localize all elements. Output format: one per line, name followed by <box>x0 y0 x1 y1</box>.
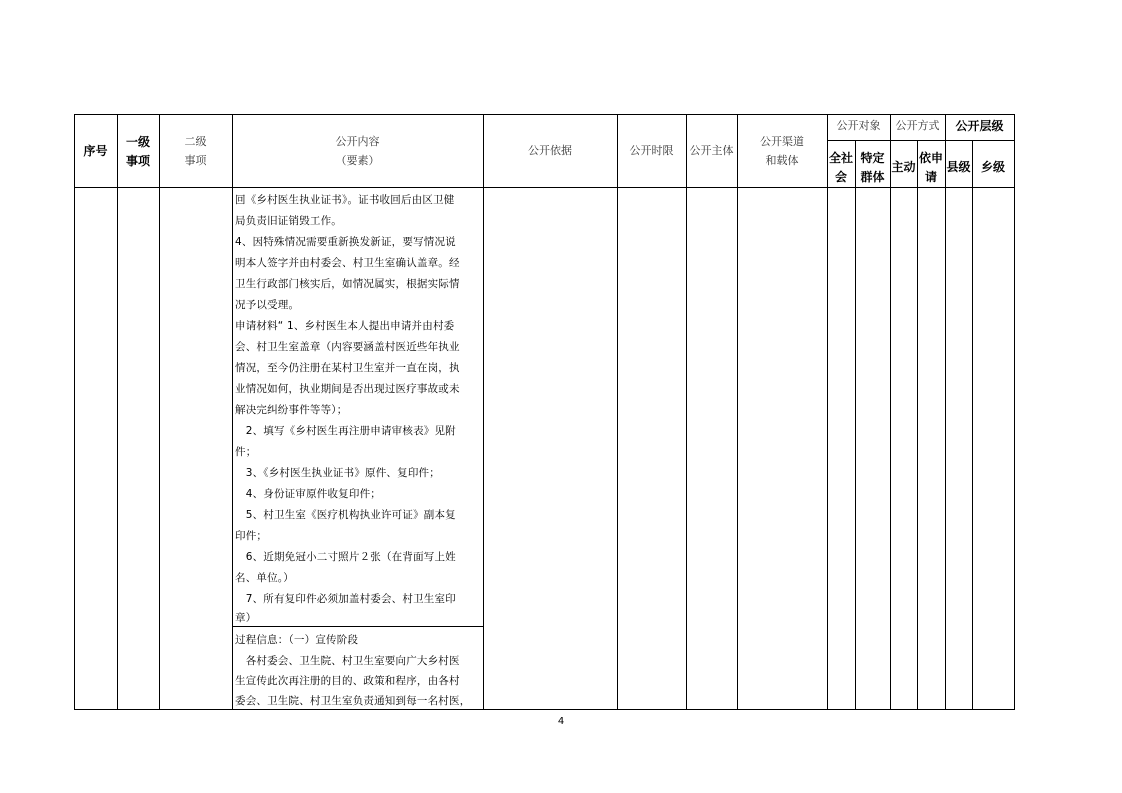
header-level-town: 乡级 <box>980 160 1005 174</box>
table-top-border <box>74 114 1015 115</box>
col-line <box>617 114 618 710</box>
col-line <box>945 114 946 710</box>
subcol-line <box>917 140 918 710</box>
header-target-specific-line2: 群体 <box>860 170 885 184</box>
header-level1-line1: 一级 <box>125 135 150 149</box>
header-target-specific-line1: 特定 <box>860 151 885 165</box>
content-line: 况予以受理。 <box>235 299 300 311</box>
header-seq: 序号 <box>83 144 108 158</box>
header-target: 公开对象 <box>836 119 881 132</box>
content-line: 解决完纠纷事件等等）； <box>235 404 348 416</box>
content-line: 申请材料“ 1、乡村医生本人提出申请并由村委 <box>235 320 455 332</box>
header-level2-line1: 二级 <box>184 135 207 148</box>
process-line: 委会、卫生院、村卫生室负责通知到每一名村医， <box>235 695 471 707</box>
header-channel-line2: 和载体 <box>765 154 799 167</box>
col-line <box>117 114 118 710</box>
subcol-line <box>972 140 973 710</box>
col-line <box>159 114 160 710</box>
content-line: 名、单位。） <box>235 572 294 584</box>
content-line: 情况，至今仍注册在某村卫生室并一直在岗，执 <box>235 362 460 374</box>
header-method-active: 主动 <box>891 160 916 174</box>
content-line: 5、村卫生室《医疗机构执业许可证》副本复 <box>235 509 456 521</box>
content-line: 章） <box>235 612 257 624</box>
col-line <box>686 114 687 710</box>
header-content-line1: 公开内容 <box>335 135 380 148</box>
content-line: 局负责旧证销毁工作。 <box>235 215 342 227</box>
header-bottom-border <box>74 187 1015 188</box>
header-level: 公开层级 <box>955 119 1004 133</box>
content-line: 件； <box>235 446 257 458</box>
process-line: 各村委会、卫生院、村卫生室要向广大乡村医 <box>235 655 460 667</box>
process-line: 过程信息：（一）宣传阶段 <box>235 634 359 646</box>
col-line <box>737 114 738 710</box>
process-line: 生宣传此次再注册的目的、政策和程序，由各村 <box>235 675 460 687</box>
content-line: 4、身份证审原件收复印件； <box>235 488 381 500</box>
col-line <box>827 114 828 710</box>
header-level2-line2: 事项 <box>184 154 207 167</box>
header-target-all-line2: 会 <box>834 170 847 184</box>
content-line: 6、近期免冠小二寸照片２张（在背面写上姓 <box>235 551 456 563</box>
header-method-request-line2: 请 <box>924 170 937 184</box>
content-line: 印件； <box>235 530 268 542</box>
content-section-divider <box>232 626 483 627</box>
header-method: 公开方式 <box>895 119 940 132</box>
header-basis: 公开依据 <box>528 144 572 157</box>
header-content-line2: （要素） <box>335 154 380 167</box>
content-line: 明本人签字并由村委会、村卫生室确认盖章。经 <box>235 257 460 269</box>
content-line: 会、村卫生室盖章（内容要涵盖村医近些年执业 <box>235 341 460 353</box>
content-line: 7、所有复印件必须加盖村委会、村卫生室印 <box>235 593 456 605</box>
col-line <box>483 114 484 710</box>
col-line <box>1014 114 1015 710</box>
header-time-limit: 公开时限 <box>629 144 674 157</box>
col-line <box>890 114 891 710</box>
content-line: 3、《乡村医生执业证书》原件、复印件； <box>235 467 440 479</box>
content-line: 2、填写《乡村医生再注册申请审核表》见附 <box>235 425 456 437</box>
content-line: 业情况如何，执业期间是否出现过医疗事故或未 <box>235 383 460 395</box>
header-level-county: 县级 <box>946 160 971 174</box>
col-line <box>232 114 233 710</box>
col-line <box>74 114 75 710</box>
header-subject: 公开主体 <box>689 144 734 157</box>
header-method-request-line1: 依申 <box>918 151 943 165</box>
header-level1-line2: 事项 <box>125 154 150 168</box>
header-target-all-line1: 全社 <box>828 151 853 165</box>
content-line: 4、因特殊情况需要重新换发新证，要写情况说 <box>235 236 456 248</box>
header-channel-line1: 公开渠道 <box>760 135 804 148</box>
page-number: 4 <box>557 716 565 727</box>
content-line: 回《乡村医生执业证书》。证书收回后由区卫健 <box>235 194 455 206</box>
subcol-line <box>855 140 856 710</box>
content-line: 卫生行政部门核实后，如情况属实，根据实际情 <box>235 278 460 290</box>
table-bottom-border <box>74 709 1015 710</box>
